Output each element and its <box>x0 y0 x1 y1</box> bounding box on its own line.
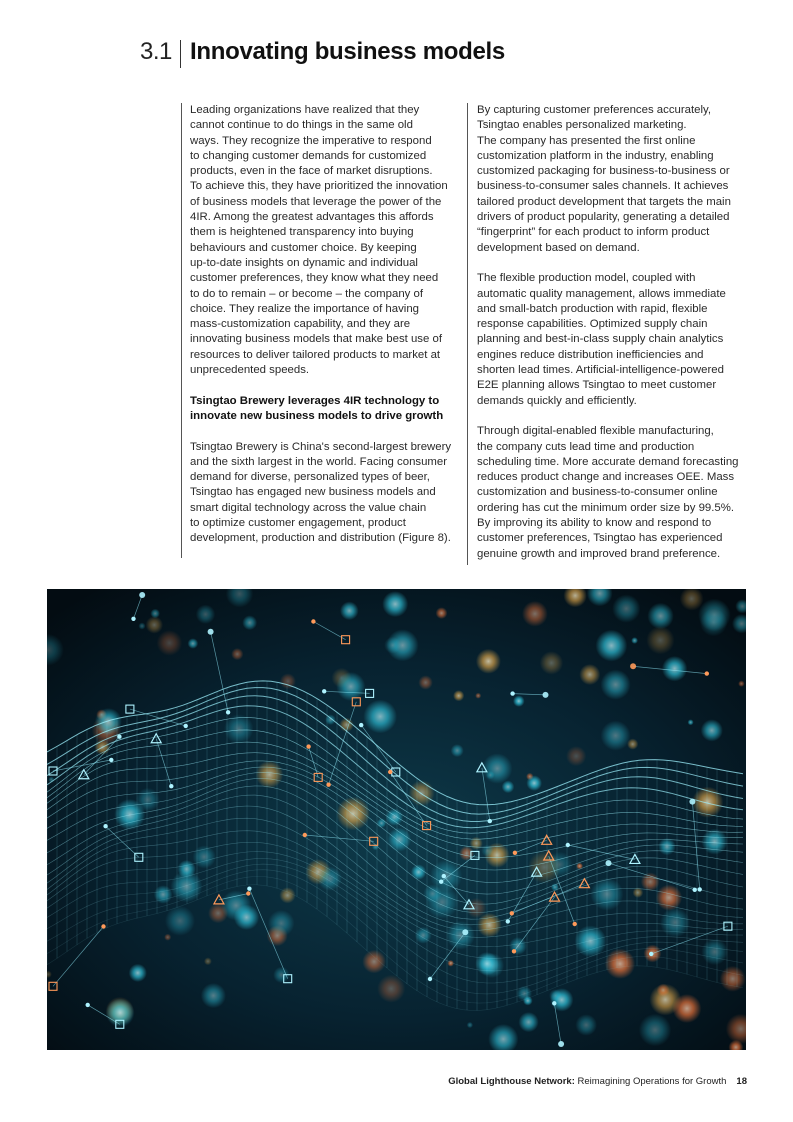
bokeh-dot <box>231 648 243 660</box>
bokeh-dot <box>475 693 481 699</box>
bokeh-dot <box>146 616 163 633</box>
network-node <box>630 663 636 669</box>
network-node <box>101 924 105 928</box>
bokeh-dot <box>662 656 687 681</box>
bokeh-dot <box>646 626 674 654</box>
bokeh-dot <box>201 983 226 1008</box>
network-node <box>705 671 709 675</box>
network-node <box>488 819 492 823</box>
bokeh-dot <box>513 695 525 707</box>
bokeh-dot <box>720 966 746 992</box>
network-node <box>513 851 517 855</box>
left-column <box>190 103 465 562</box>
bokeh-dot <box>575 1014 597 1036</box>
bokeh-dot <box>672 994 701 1023</box>
bokeh-dot <box>612 595 640 623</box>
hero-image-network-wave <box>47 589 746 1050</box>
footer-document-title: Global Lighthouse Network: <box>448 1076 575 1087</box>
body-paragraph: Leading organizations have realized that they cannot continue to do things in the same old ways. They recognize the imperative to respond to changing customer demands for customized products, even in the face of market disruptions. To achieve this, they have prioritized the innovation of business models that leverage the power of the 4IR. Among the greatest advantages this affords them is heightened transparency into buying behaviours and customer choice. By keeping up-to-date insights on dynamic and individual customer preferences, they know what they need to do to remain – or become – the company of choice. They realize the importance of having mass-customization capability, and they are innovating business models that make best use of resources to deliver tailored products to market at unprecedented speeds. <box>190 104 448 377</box>
network-node <box>184 724 188 728</box>
bokeh-dot <box>268 910 295 937</box>
network-node <box>442 874 446 878</box>
bokeh-dot <box>522 601 548 627</box>
bokeh-dot <box>224 714 254 744</box>
network-node <box>131 617 135 621</box>
bokeh-dot <box>453 690 464 701</box>
bokeh-dot <box>601 670 631 700</box>
section-title: Innovating business models <box>190 38 505 65</box>
network-node <box>86 1003 90 1007</box>
network-node <box>558 1041 564 1047</box>
bokeh-dot <box>601 721 631 751</box>
bokeh-dot <box>451 744 464 757</box>
network-node <box>606 860 612 866</box>
bokeh-dot <box>384 637 401 654</box>
bokeh-dot <box>139 623 146 630</box>
bokeh-dot <box>551 883 559 891</box>
bokeh-dot <box>605 949 635 979</box>
bokeh-dot <box>234 905 259 930</box>
network-node <box>439 880 443 884</box>
network-node <box>428 977 432 981</box>
bokeh-dot <box>481 845 493 857</box>
network-illustration <box>47 589 746 1050</box>
bokeh-dot <box>656 885 682 911</box>
network-node <box>552 1001 556 1005</box>
bokeh-dot <box>256 761 284 789</box>
network-node <box>109 758 113 762</box>
left-column-rule <box>181 103 182 558</box>
bokeh-dot <box>701 939 728 966</box>
bokeh-dot <box>738 681 744 687</box>
bokeh-dot <box>566 746 586 766</box>
bokeh-dot <box>178 860 196 878</box>
bokeh-dot <box>377 818 387 828</box>
bokeh-dot <box>165 906 195 936</box>
body-paragraph: Through digital-enabled flexible manufacturing, the company cuts lead time and production scheduling time. More accurate demand forecasting reduces product change and increases OEE. Mass customization and business-to-consumer online ordering has cut the minimum order size by 99.5%. By improving its ability to know and respond to customer preferences, Tsingtao has experienced genuine growth and improved brand preference. <box>477 425 739 560</box>
network-node <box>326 783 330 787</box>
network-node <box>649 952 653 956</box>
bokeh-dot <box>470 837 483 850</box>
bokeh-dot <box>409 780 435 806</box>
bokeh-dot <box>362 950 386 974</box>
page-footer <box>448 1076 747 1087</box>
network-node <box>306 744 310 748</box>
bokeh-dot <box>688 719 694 725</box>
bokeh-dot <box>196 605 215 624</box>
network-node <box>103 824 107 828</box>
network-node <box>322 689 326 693</box>
bokeh-dot <box>459 846 474 861</box>
body-paragraph: Tsingtao Brewery is China's second-largest brewery and the sixth largest in the world. Facing consumer demand for diverse, personalized types of beer, Tsingtao has engaged new business models and smart digital technology across the value chain to optimize customer engagement, product development, production and distribution (Figure 8). <box>190 440 452 545</box>
bokeh-dot <box>519 1012 539 1032</box>
network-node <box>169 784 173 788</box>
bokeh-dot <box>540 651 563 674</box>
network-node <box>573 922 577 926</box>
section-number: 3.1 <box>140 38 172 65</box>
bokeh-dot <box>340 602 359 621</box>
right-column-rule <box>467 103 468 565</box>
bokeh-dot <box>575 925 607 957</box>
body-paragraph: The flexible production model, coupled with automatic quality management, allows immediate and small-batch production with rapid, flexible response capabilities. Optimized supply chain planning and best-in-class supply chain analytics engines reduce distribution inefficiencies and shorten lead times. Artificial-intelligence-powered E2E planning allows Tsingtao to meet customer demands quickly and efficiently. <box>477 272 726 407</box>
bokeh-dot <box>188 638 199 649</box>
right-column <box>477 103 752 577</box>
network-node <box>303 833 307 837</box>
bokeh-dot <box>106 999 135 1028</box>
bokeh-dot <box>502 781 515 794</box>
bokeh-dot <box>208 903 228 923</box>
bokeh-dot <box>482 753 512 783</box>
network-node <box>359 723 363 727</box>
bokeh-dot <box>157 630 183 656</box>
bokeh-dot <box>660 908 690 938</box>
network-node <box>246 891 250 895</box>
bokeh-dot <box>701 719 723 741</box>
network-node <box>117 735 121 739</box>
bokeh-dot <box>382 591 408 617</box>
bokeh-dot <box>596 630 628 662</box>
network-node <box>388 770 392 774</box>
bokeh-dot <box>550 988 573 1011</box>
bokeh-dot <box>631 637 638 644</box>
bokeh-dot <box>150 609 160 619</box>
footer-subtitle: Reimagining Operations for Growth <box>574 1076 727 1087</box>
network-node <box>698 887 702 891</box>
bokeh-dot <box>325 714 336 725</box>
bokeh-dot <box>647 603 673 629</box>
bokeh-dot <box>446 921 475 950</box>
title-divider <box>180 40 181 68</box>
bokeh-dot <box>700 609 728 637</box>
bokeh-dot <box>436 607 448 619</box>
network-node <box>462 929 468 935</box>
network-node <box>510 911 514 915</box>
bokeh-dot <box>526 775 542 791</box>
bokeh-dot <box>193 845 216 868</box>
network-node <box>566 843 570 847</box>
bokeh-dot <box>318 867 342 891</box>
network-node <box>208 629 214 635</box>
network-node <box>311 619 315 623</box>
network-node <box>543 692 549 698</box>
bokeh-dot <box>476 649 501 674</box>
bokeh-dot <box>242 615 257 630</box>
network-node <box>506 919 510 923</box>
bokeh-dot <box>129 964 147 982</box>
bokeh-dot <box>164 934 171 941</box>
bokeh-dot <box>336 672 365 701</box>
bokeh-dot <box>639 1014 671 1046</box>
network-node <box>693 888 697 892</box>
bokeh-dot <box>363 700 397 734</box>
bokeh-dot <box>657 984 670 997</box>
network-node <box>512 949 516 953</box>
network-node <box>139 592 145 598</box>
bokeh-dot <box>204 957 212 965</box>
network-node <box>689 799 695 805</box>
bokeh-dot <box>418 675 432 689</box>
bokeh-dot <box>579 664 600 685</box>
subheading: Tsingtao Brewery leverages 4IR technology to innovate new business models to drive growth <box>190 394 444 422</box>
bokeh-dot <box>517 986 532 1001</box>
bokeh-dot <box>627 739 638 750</box>
bokeh-dot <box>641 872 660 891</box>
network-node <box>247 887 251 891</box>
page-number: 18 <box>736 1076 747 1087</box>
bokeh-dot <box>411 864 426 879</box>
network-node <box>226 710 230 714</box>
bokeh-dot <box>467 1022 473 1028</box>
body-paragraph: By capturing customer preferences accurately, Tsingtao enables personalized marketing. The company has presented the first online customization platform in the industry, enabling customized packaging for business-to-business or business-to-consumer sales channels. It achieves tailored product development that targets the main drivers of product popularity, generating a detailed “fingerprint” for each product to inform product development based on demand. <box>477 104 731 254</box>
network-node <box>510 691 514 695</box>
